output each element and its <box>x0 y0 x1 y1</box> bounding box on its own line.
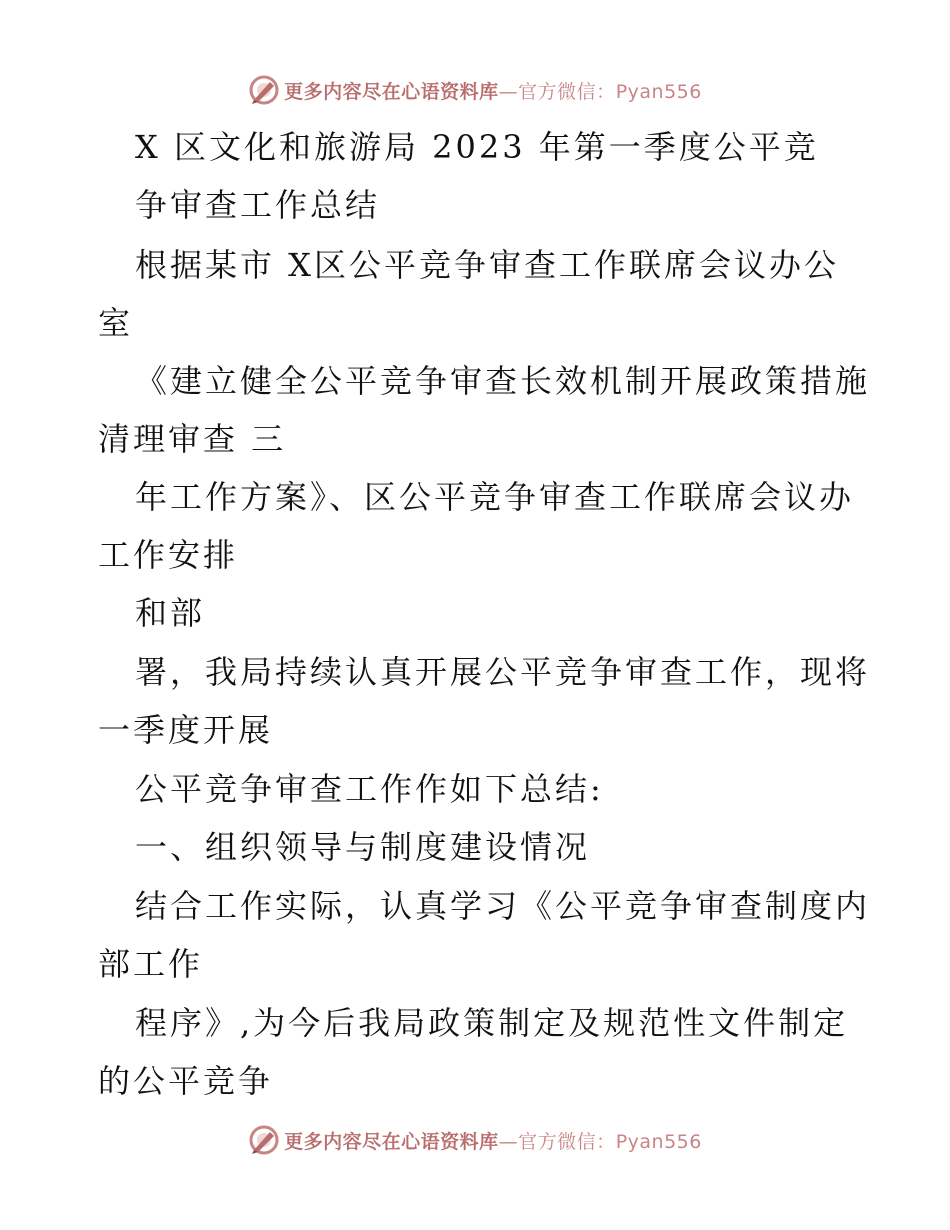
paragraph-line: 署，我局持续认真开展公平竞争审查工作，现将 <box>135 653 871 691</box>
title-line-1: X 区文化和旅游局 2023 年第一季度公平竞 <box>135 128 819 166</box>
paragraph-line: 根据某市 X区公平竞争审查工作联席会议办公 <box>135 246 839 284</box>
paragraph-line: 室 <box>98 304 134 342</box>
footer-watermark <box>0 1120 950 1160</box>
paragraph-line: 结合工作实际，认真学习《公平竞争审查制度内 <box>135 887 871 925</box>
promo-text: 更多内容尽在心语资料库—官方微信：Pyan556 <box>284 1130 702 1153</box>
header-watermark <box>0 70 950 110</box>
pen-logo-icon <box>248 1124 280 1156</box>
paragraph-line: 一季度开展 <box>98 711 274 749</box>
paragraph-line: 和部 <box>135 594 206 632</box>
paragraph-line: 《建立健全公平竞争审查长效机制开展政策措施 <box>135 362 871 400</box>
paragraph-line: 工作安排 <box>98 536 239 574</box>
paragraph-line: 清理审查 三 <box>98 420 287 458</box>
paragraph-line: 部工作 <box>98 945 204 983</box>
title-line-2: 争审查工作总结 <box>135 186 381 224</box>
paragraph-line: 年工作方案》、区公平竞争审查工作联席会议办 <box>135 478 855 516</box>
paragraph-line: 公平竞争审查工作作如下总结: <box>135 770 604 808</box>
paragraph-line: 的公平竞争 <box>98 1062 274 1100</box>
paragraph-line: 程序》,为今后我局政策制定及规范性文件制定 <box>135 1004 849 1042</box>
promo-text: 更多内容尽在心语资料库—官方微信：Pyan556 <box>284 80 702 103</box>
section-heading: 一、组织领导与制度建设情况 <box>135 828 591 866</box>
pen-logo-icon <box>248 74 280 106</box>
